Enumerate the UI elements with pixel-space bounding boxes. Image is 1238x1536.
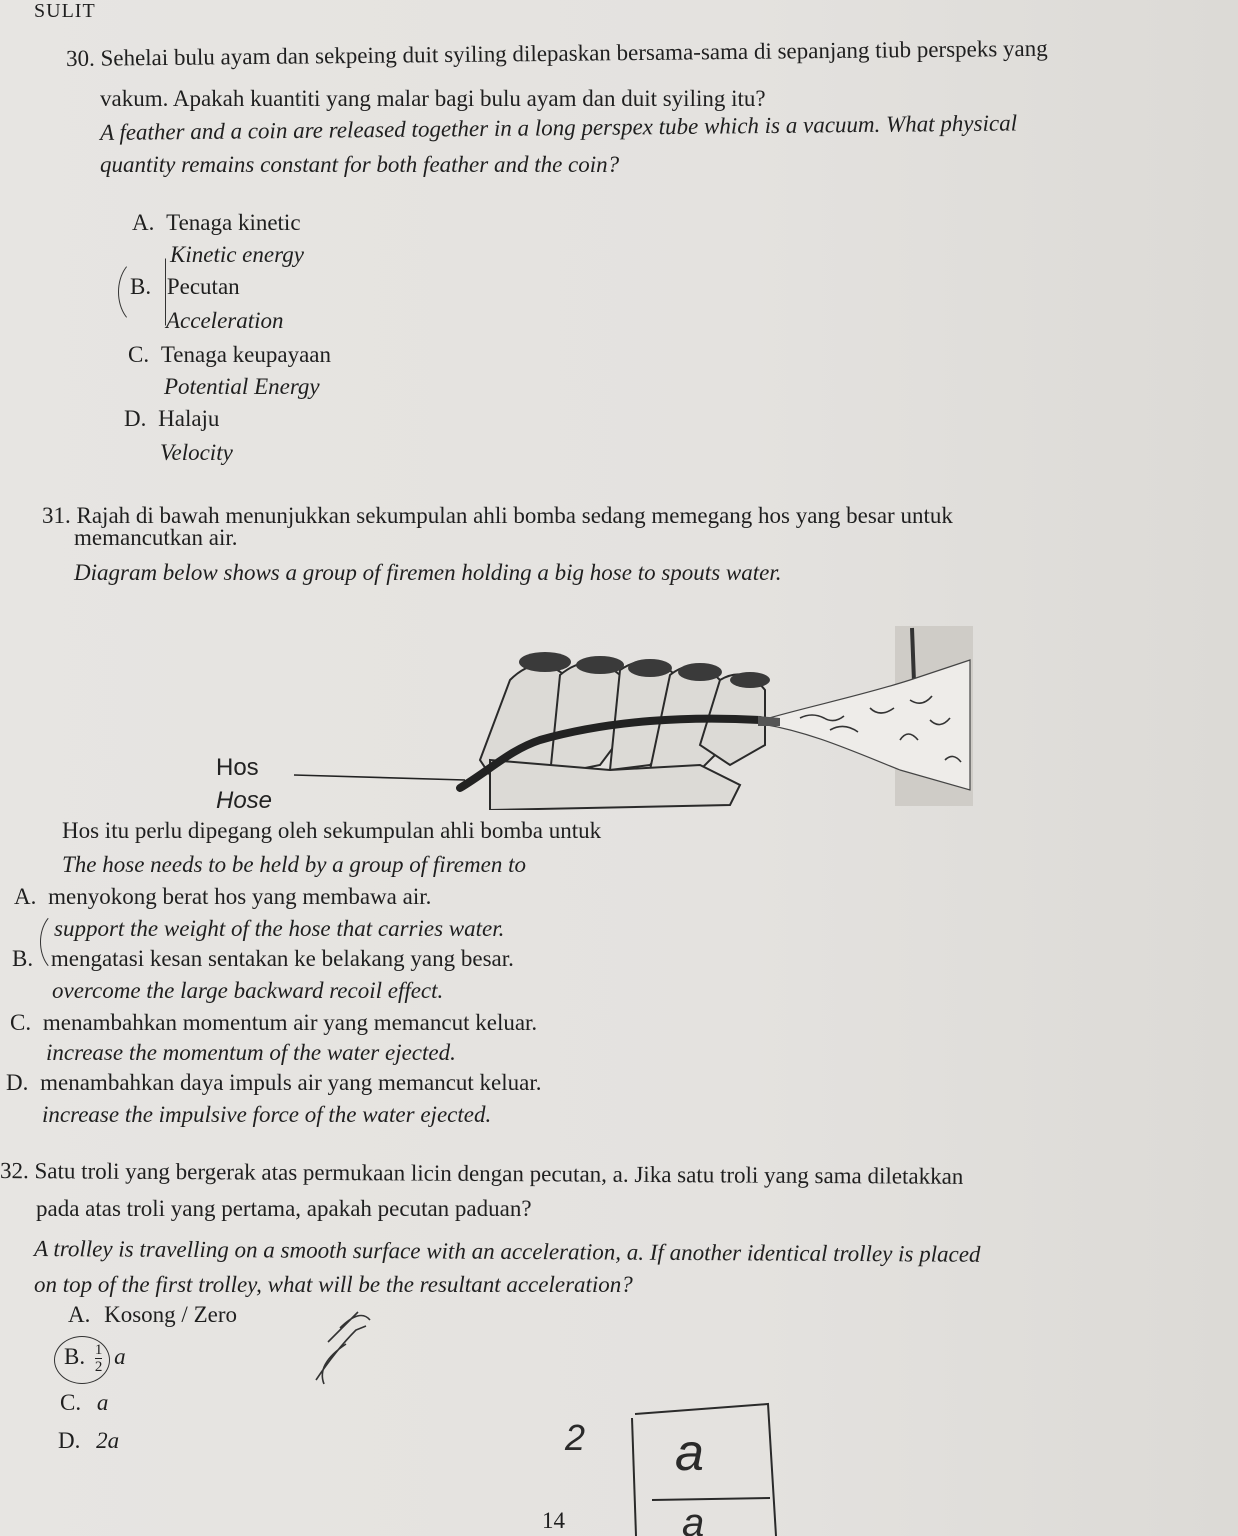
option-letter: C. (128, 342, 150, 367)
fraction-numerator: 1 (94, 1342, 103, 1358)
q31-option-c-en: increase the momentum of the water ejected. (46, 1040, 456, 1065)
q30-option-d[interactable] (124, 406, 219, 432)
option-letter: D. (58, 1428, 81, 1453)
option-text-ms: menambahkan momentum air yang memancut keluar. (42, 1010, 538, 1035)
option-variable: a (114, 1343, 126, 1369)
q30-option-c[interactable] (128, 342, 331, 368)
q31-line1: 31. Rajah di bawah menunjukkan sekumpulan ahli bomba sedang memegang hos yang besar untuk (42, 503, 953, 528)
q31-option-d-en: increase the impulsive force of the water ejected. (42, 1102, 492, 1127)
option-letter: B. (12, 946, 34, 971)
q31-option-b-en: overcome the large backward recoil effect. (52, 978, 444, 1003)
option-letter: D. (124, 406, 147, 431)
fraction-one-half (95, 1342, 103, 1375)
q31-stem-en: The hose needs to be held by a group of firemen to (62, 852, 526, 877)
option-text-ms: Halaju (158, 406, 220, 431)
q30-option-b-en: Acceleration (166, 308, 284, 333)
option-letter: C. (60, 1390, 82, 1415)
q31-option-a[interactable] (14, 884, 431, 910)
option-letter: D. (6, 1070, 29, 1095)
q32-line1: 32. Satu troli yang bergerak atas permukaan licin dengan pecutan, a. Jika satu troli yang sama diletakkan (0, 1158, 964, 1189)
handwritten-a-bottom: a (682, 1501, 705, 1536)
q32-line4: on top of the first trolley, what will be the resultant acceleration? (34, 1272, 633, 1297)
q30-line2: vakum. Apakah kuantiti yang malar bagi bulu ayam dan duit syiling itu? (100, 86, 766, 111)
hose-label-pointer (294, 775, 465, 780)
option-letter: A. (14, 884, 37, 909)
option-text: a (96, 1390, 109, 1415)
q31-line2: memancutkan air. (74, 525, 238, 550)
option-text-ms: mengatasi kesan sentakan ke belakang yang besar. (50, 946, 514, 971)
option-text-ms: Pecutan (166, 274, 240, 299)
option-text-ms: Tenaga kinetic (166, 210, 301, 235)
q30-option-a[interactable] (132, 210, 301, 236)
option-text-ms: menyokong berat hos yang membawa air. (48, 884, 432, 909)
option-text: 2a (96, 1428, 120, 1453)
hose-label-en: Hose (216, 787, 273, 810)
hose-label-ms: Hos (216, 754, 259, 781)
handwritten-a-top: a (675, 1424, 704, 1482)
handwritten-divider (652, 1498, 770, 1500)
header-label: SULIT (34, 0, 96, 22)
option-text-ms: menambahkan daya impuls air yang memancut keluar. (40, 1070, 542, 1095)
handwritten-box-left (632, 1418, 636, 1536)
option-letter: C. (10, 1010, 32, 1035)
q31-option-c[interactable] (10, 1010, 537, 1036)
firemen-hose-diagram (210, 620, 980, 810)
q32-option-c[interactable] (60, 1390, 108, 1416)
scribble-mark (316, 1312, 370, 1384)
q32-option-a[interactable] (68, 1302, 237, 1328)
firemen-group (480, 661, 765, 810)
q31-option-b[interactable] (12, 946, 514, 972)
option-letter: B. (130, 274, 152, 299)
option-letter: A. (132, 210, 155, 235)
option-letter: B. (64, 1343, 86, 1369)
q31-option-d[interactable] (6, 1070, 542, 1096)
q30-option-b[interactable] (130, 274, 240, 300)
pole-shape (912, 628, 914, 682)
q30-option-a-en: Kinetic energy (170, 242, 304, 267)
fraction-denominator: 2 (94, 1359, 103, 1375)
q31-stem-ms: Hos itu perlu dipegang oleh sekumpulan ahli bomba untuk (62, 818, 602, 843)
q31-line3: Diagram below shows a group of firemen holding a big hose to spouts water. (74, 560, 782, 585)
option-letter: A. (68, 1302, 91, 1327)
q32-option-b[interactable] (64, 1342, 126, 1375)
option-text: Kosong / Zero (104, 1302, 237, 1327)
q32-line3: A trolley is travelling on a smooth surface with an acceleration, a. If another identical trolley is placed (33, 1236, 981, 1267)
option-text-ms: Tenaga keupayaan (160, 342, 331, 367)
handwritten-two: 2 (565, 1417, 586, 1458)
page-number: 14 (542, 1508, 565, 1533)
handwritten-working (280, 1300, 800, 1536)
handwritten-box (635, 1404, 776, 1536)
q32-option-d[interactable] (58, 1428, 119, 1454)
q30-line4: quantity remains constant for both feather and the coin? (100, 152, 620, 177)
q30-option-d-en: Velocity (160, 440, 233, 465)
q31-option-a-en: support the weight of the hose that carries water. (54, 916, 505, 941)
q30-option-c-en: Potential Energy (164, 374, 320, 399)
q30-line1: 30. Sehelai bulu ayam dan sekpeing duit syiling dilepaskan bersama-sama di sepanjang tiub perspeks yang (65, 35, 1048, 71)
q30-line3: A feather and a coin are released together in a long perspex tube which is a vacuum. What physical (99, 110, 1018, 145)
q32-line2: pada atas troli yang pertama, apakah pecutan paduan? (36, 1196, 532, 1221)
